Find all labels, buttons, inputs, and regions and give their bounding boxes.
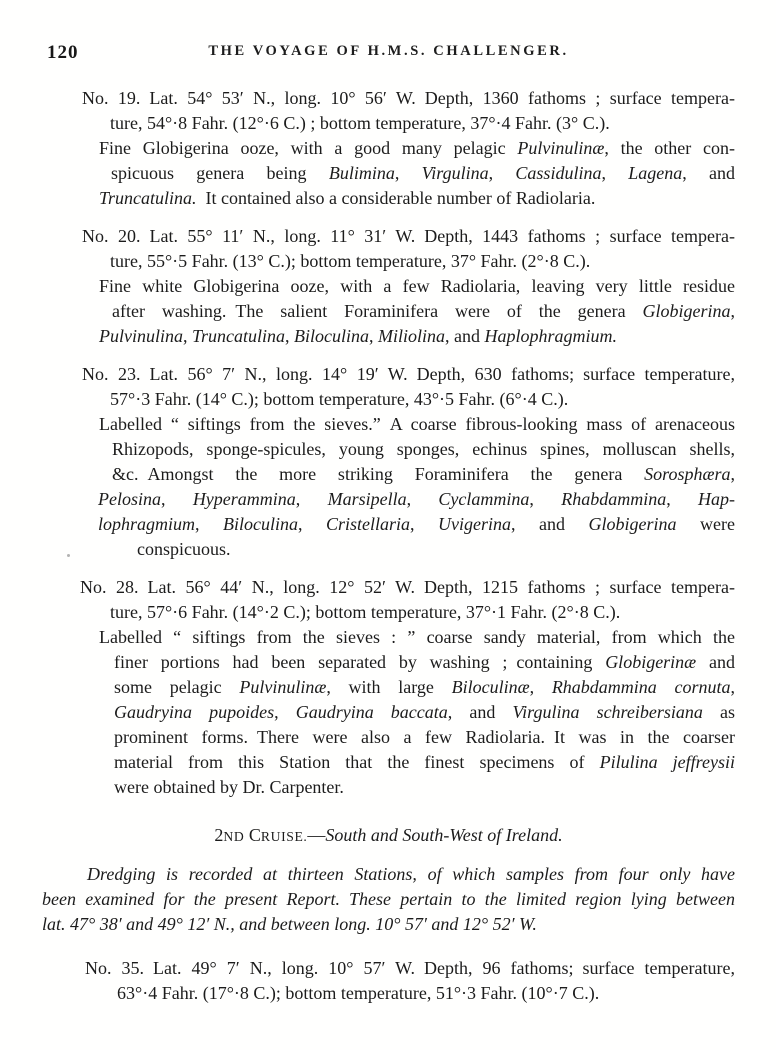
text-segment: — xyxy=(307,825,326,845)
text-line xyxy=(42,362,735,387)
text-line xyxy=(42,575,735,600)
text-line xyxy=(42,249,735,274)
text-segment: material from this Station that the finest specimens of xyxy=(114,752,600,772)
cruise-summary-paragraph xyxy=(42,862,735,937)
text-segment: after washing. The salient Foraminifera were of the genera xyxy=(112,301,643,321)
italic-term: Cristellaria xyxy=(326,514,411,534)
text-line xyxy=(42,487,735,512)
text-line xyxy=(42,462,735,487)
text-segment: , xyxy=(601,163,629,183)
text-segment: , and xyxy=(447,702,513,722)
page-number: 120 xyxy=(47,42,79,63)
text-segment: some pelagic xyxy=(114,677,240,697)
text-line xyxy=(42,912,735,937)
text-segment: ture, 57°·6 Fahr. (14°·2 C.); bottom temperature, 37°·1 Fahr. (2°·8 C.). xyxy=(110,602,621,622)
italic-term: Biloculina xyxy=(294,326,370,346)
text-line xyxy=(42,887,735,912)
text-segment: , and xyxy=(511,514,589,534)
running-head xyxy=(42,40,735,64)
text-line xyxy=(42,823,735,849)
italic-term: Pulvinulina xyxy=(99,326,183,346)
italic-term: lat. 47° 38′ and 49° 12′ N., and between long. 10° 57′ and 12° 52′ W. xyxy=(42,914,537,934)
italic-term: South and South-West of Ireland. xyxy=(325,825,563,845)
text-segment: , xyxy=(195,514,224,534)
text-segment: Fine white Globigerina ooze, with a few Radiolaria, leaving very little residue xyxy=(99,276,735,296)
text-line xyxy=(42,412,735,437)
text-line xyxy=(42,324,735,349)
italic-term: Haplophragmium. xyxy=(484,326,618,346)
text-segment: were xyxy=(676,514,735,534)
italic-term: lophragmium xyxy=(98,514,196,534)
italic-term: Virgulina xyxy=(421,163,489,183)
italic-term: Rhabdammina cornuta xyxy=(551,677,731,697)
italic-term: Pulvinulinæ xyxy=(517,138,605,158)
italic-term: Dredging is recorded at thirteen Stations, of which samples from four only have xyxy=(87,864,735,884)
text-segment: ND xyxy=(223,829,245,844)
text-segment: 63°·4 Fahr. (17°·8 C.); bottom temperature, 51°·3 Fahr. (10°·7 C.). xyxy=(117,983,600,1003)
text-segment: , xyxy=(394,163,422,183)
station-no-20 xyxy=(42,224,735,349)
text-segment: No. 23. Lat. 56° 7′ N., long. 14° 19′ W. Depth, 630 fathoms; surface temperature, xyxy=(82,364,735,384)
text-segment: , xyxy=(295,489,328,509)
text-segment: , xyxy=(488,163,516,183)
italic-term: Gaudryina baccata xyxy=(295,702,448,722)
italic-term: Marsipella xyxy=(327,489,407,509)
italic-term: Pelosina xyxy=(98,489,161,509)
text-line xyxy=(42,512,735,537)
text-line xyxy=(42,224,735,249)
text-segment: , xyxy=(529,489,562,509)
text-segment: &c. Amongst the more striking Foraminifera the genera xyxy=(112,464,645,484)
text-segment: , xyxy=(183,326,192,346)
ink-speck xyxy=(67,554,70,557)
italic-term: Truncatulina xyxy=(192,326,286,346)
italic-term: Cyclammina xyxy=(438,489,530,509)
italic-term: Hap- xyxy=(698,489,736,509)
text-segment: Fine Globigerina ooze, with a good many pelagic xyxy=(99,138,518,158)
text-line xyxy=(42,161,735,186)
text-line xyxy=(42,86,735,111)
text-line xyxy=(42,981,735,1006)
text-line xyxy=(42,625,735,650)
text-segment: , xyxy=(730,464,735,484)
text-segment: , xyxy=(410,514,439,534)
running-title: THE VOYAGE OF H.M.S. CHALLENGER. xyxy=(208,43,569,59)
text-segment: , xyxy=(730,677,735,697)
text-segment: ture, 54°·8 Fahr. (12°·6 C.) ; bottom temperature, 37°·4 Fahr. (3° C.). xyxy=(110,113,610,133)
text-segment: C xyxy=(244,825,261,845)
text-segment: , xyxy=(161,489,193,509)
italic-term: Hyperammina xyxy=(192,489,296,509)
italic-term: Biloculinæ xyxy=(451,677,530,697)
text-segment: conspicuous. xyxy=(137,539,231,559)
italic-term: Pilulina jeffreysii xyxy=(599,752,735,772)
italic-term: Gaudryina pupoides xyxy=(114,702,275,722)
text-segment: , with large xyxy=(326,677,452,697)
station-no-19 xyxy=(42,86,735,211)
text-segment: , xyxy=(298,514,327,534)
italic-term: Lagena xyxy=(628,163,683,183)
text-segment: , xyxy=(406,489,439,509)
italic-term: Miliolina xyxy=(378,326,446,346)
text-segment: No. 28. Lat. 56° 44′ N., long. 12° 52′ W. Depth, 1215 fathoms ; surface tempera- xyxy=(80,577,735,597)
text-line xyxy=(42,111,735,136)
text-line xyxy=(42,650,735,675)
italic-term: Globigerina xyxy=(588,514,677,534)
text-segment: Labelled “ siftings from the sieves.” A coarse fibrous-looking mass of arenaceous xyxy=(99,414,735,434)
text-segment: 57°·3 Fahr. (14° C.); bottom temperature, 43°·5 Fahr. (6°·4 C.). xyxy=(110,389,569,409)
italic-term: Globigerinæ xyxy=(605,652,697,672)
text-segment: finer portions had been separated by washing ; containing xyxy=(114,652,606,672)
text-line xyxy=(42,299,735,324)
italic-term: Virgulina schreibersiana xyxy=(512,702,703,722)
text-segment: , and xyxy=(682,163,736,183)
text-line xyxy=(42,700,735,725)
text-line xyxy=(42,387,735,412)
italic-term: been examined for the present Report. These pertain to the limited region lying between xyxy=(42,889,735,909)
italic-term: Sorosphæra xyxy=(644,464,731,484)
text-segment: , xyxy=(666,489,699,509)
section-heading-2nd-cruise xyxy=(42,823,735,849)
text-segment: Rhizopods, sponge-spicules, young sponges, echinus spines, molluscan shells, xyxy=(112,439,735,459)
text-line xyxy=(42,725,735,750)
station-no-28 xyxy=(42,575,735,800)
station-no-23 xyxy=(42,362,735,562)
italic-term: Rhabdammina xyxy=(561,489,667,509)
text-segment: No. 35. Lat. 49° 7′ N., long. 10° 57′ W. Depth, 96 fathoms; surface temperature, xyxy=(85,958,735,978)
text-segment: , xyxy=(274,702,296,722)
text-segment: No. 20. Lat. 55° 11′ N., long. 11° 31′ W. Depth, 1443 fathoms ; surface tempera- xyxy=(82,226,735,246)
text-segment: It contained also a considerable number of Radiolaria. xyxy=(196,188,596,208)
italic-term: Cassidulina xyxy=(515,163,602,183)
text-segment: RUISE. xyxy=(260,829,308,844)
text-segment: were obtained by Dr. Carpenter. xyxy=(114,777,344,797)
text-segment: ture, 55°·5 Fahr. (13° C.); bottom temperature, 37° Fahr. (2°·8 C.). xyxy=(110,251,591,271)
text-segment: prominent forms. There were also a few Radiolaria. It was in the coarser xyxy=(114,727,735,747)
text-line xyxy=(42,600,735,625)
text-line xyxy=(42,437,735,462)
italic-term: Pulvinulinæ xyxy=(239,677,327,697)
text-line xyxy=(42,750,735,775)
text-segment: , xyxy=(369,326,379,346)
text-line xyxy=(42,186,735,211)
italic-term: Uvigerina xyxy=(438,514,512,534)
text-line xyxy=(42,675,735,700)
text-segment: Labelled “ siftings from the sieves : ” coarse sandy material, from which the xyxy=(99,627,735,647)
text-segment: , xyxy=(730,301,735,321)
text-line xyxy=(42,956,735,981)
text-line xyxy=(42,274,735,299)
italic-term: Globigerina xyxy=(642,301,731,321)
text-line xyxy=(42,775,735,800)
text-line xyxy=(42,537,735,562)
italic-term: Truncatulina. xyxy=(99,188,197,208)
page-content xyxy=(42,86,735,1006)
text-segment: No. 19. Lat. 54° 53′ N., long. 10° 56′ W. Depth, 1360 fathoms ; surface tempera- xyxy=(82,88,735,108)
text-segment: 2 xyxy=(214,825,224,845)
text-segment: and xyxy=(696,652,735,672)
text-segment: as xyxy=(702,702,735,722)
text-line xyxy=(42,136,735,161)
station-no-35 xyxy=(42,956,735,1006)
text-segment: , the other con- xyxy=(604,138,736,158)
text-segment: , and xyxy=(445,326,485,346)
text-segment: , xyxy=(285,326,295,346)
italic-term: Bulimina xyxy=(328,163,395,183)
text-segment: , xyxy=(529,677,552,697)
text-line xyxy=(42,862,735,887)
italic-term: Biloculina xyxy=(223,514,299,534)
text-segment: spicuous genera being xyxy=(111,163,329,183)
